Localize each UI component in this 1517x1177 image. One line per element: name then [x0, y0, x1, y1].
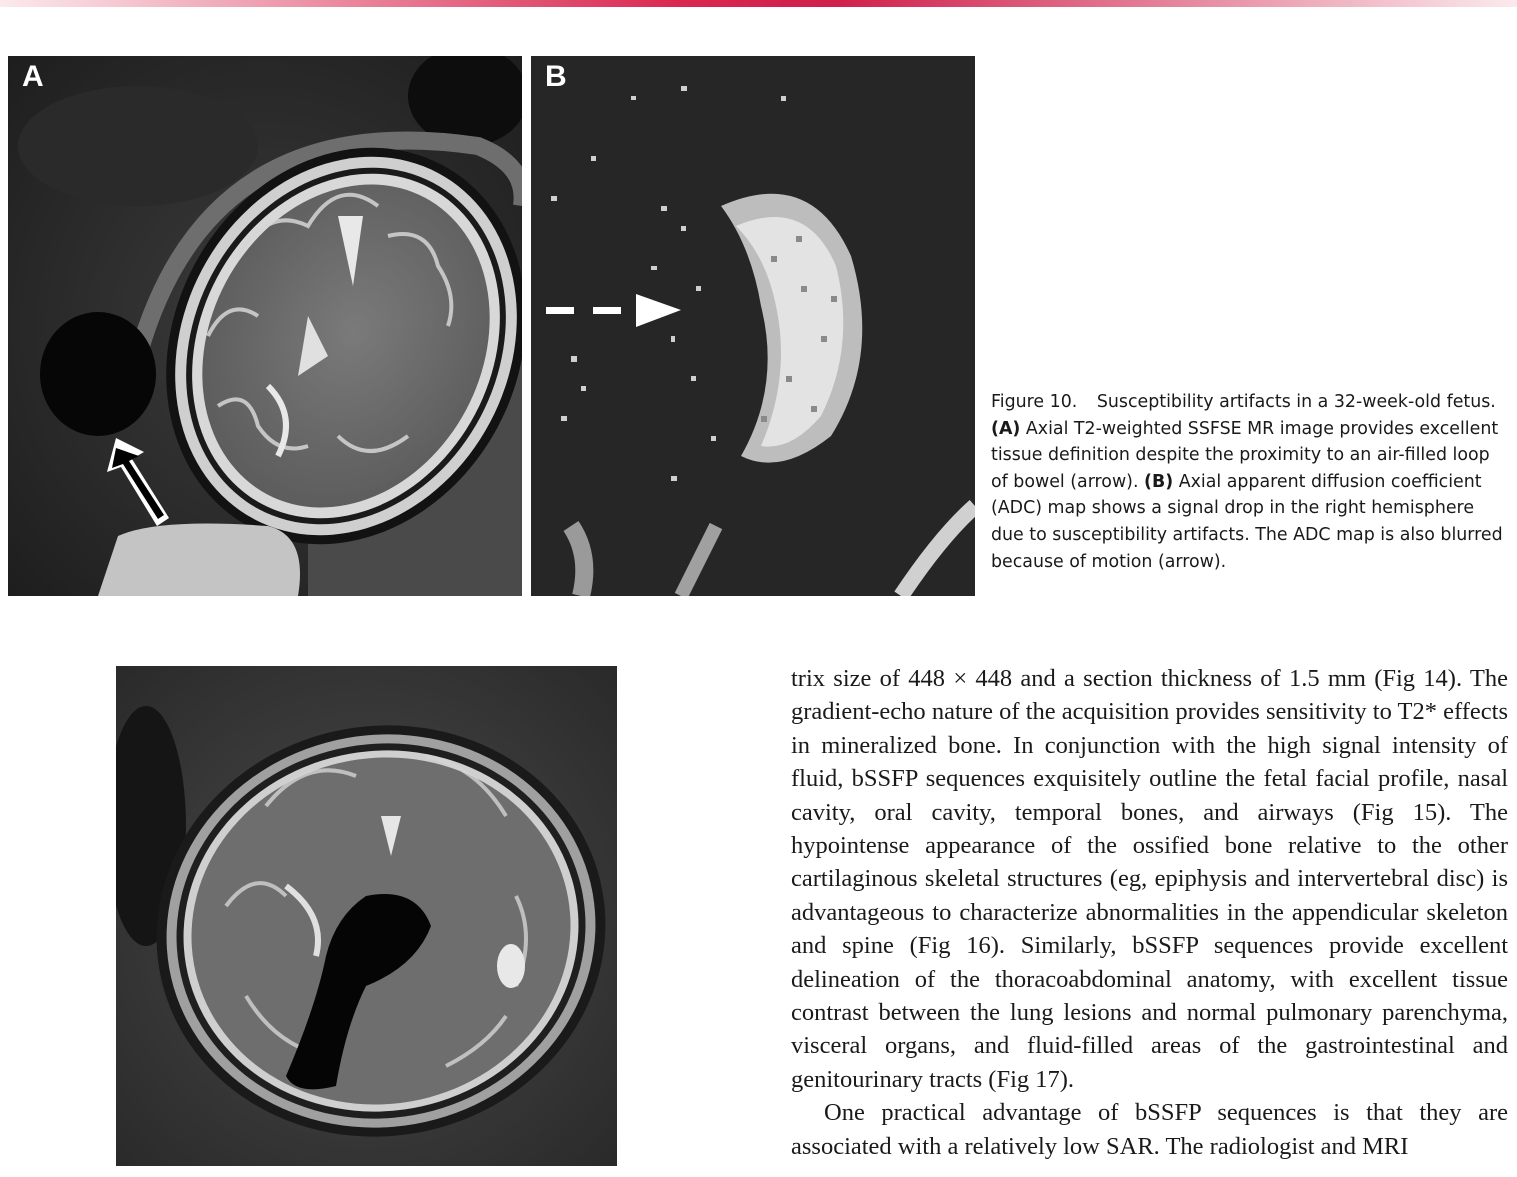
caption-part-b-label: (B): [1144, 471, 1174, 492]
figure-10-panel-b-image: [531, 56, 975, 596]
figure-bssfp-brain-image: [116, 666, 617, 1166]
caption-part-a-label: (A): [991, 418, 1021, 439]
mri-t2-brain-graphic: [8, 56, 522, 596]
bssfp-brain-graphic: [116, 666, 617, 1166]
article-body-text: [791, 662, 1508, 1163]
panel-a-label: A: [22, 60, 44, 93]
figure-label: Figure 10.: [991, 392, 1078, 412]
header-accent-bar: [0, 0, 1517, 7]
caption-part-a-text: Axial T2-weighted SSFSE MR image provides excellent tissue definition despite the proximity to an air-filled loop of bowel (arrow).: [991, 418, 1499, 492]
panel-b-label: B: [545, 60, 567, 93]
body-paragraph: One practical advantage of bSSFP sequences is that they are associated with a relatively low SAR. The radiologist and MRI: [791, 1099, 1508, 1160]
figure-10-caption: [991, 389, 1507, 575]
caption-part-b-text: Axial apparent diffusion coefficient (ADC) map shows a signal drop in the right hemisphere due to susceptibility artifacts. The ADC map is also blurred because of motion (arrow).: [991, 471, 1503, 572]
caption-intro: Susceptibility artifacts in a 32-week-old fetus.: [1096, 392, 1496, 412]
body-paragraph: trix size of 448 × 448 and a section thickness of 1.5 mm (Fig 14). The gradient-echo nature of the acquisition provides sensitivity to T2* effects in mineralized bone. In conjunction with the high signal intensity of fluid, bSSFP sequences exquisitely outline the fetal facial profile, nasal cavity, oral cavity, temporal bones, and airways (Fig 15). The hypointense appearance of the ossified bone relative to the other cartilaginous skeletal structures (eg, epiphysis and intervertebral disc) is advantageous to characterize abnormalities in the appendicular skeleton and spine (Fig 16). Similarly, bSSFP sequences provide excellent delineation of the thoracoabdominal anatomy, with excellent tissue contrast between the lung lesions and normal pulmonary parenchyma, visceral organs, and fluid-filled areas of the gastrointestinal and genitourinary tracts (Fig 17).: [791, 665, 1508, 1093]
adc-map-graphic: [531, 56, 975, 596]
figure-10-panel-a-image: [8, 56, 522, 596]
